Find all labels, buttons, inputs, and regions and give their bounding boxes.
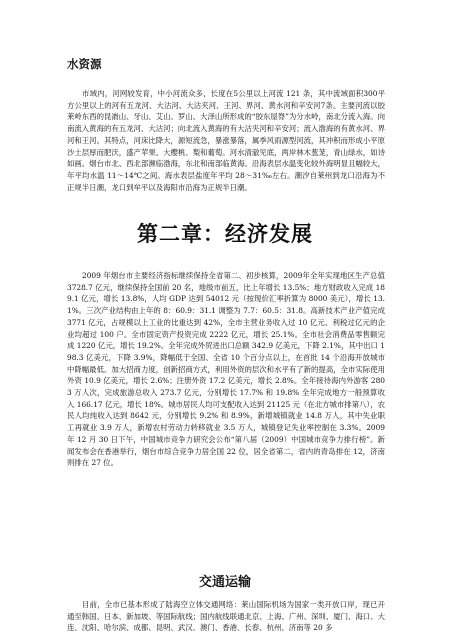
paragraph-transport: 目前，全市已基本形成了陆海空立体交通网络：莱山国际机场为国家一类开放口岸，现已开通至韩国、日本、新加坡、等国际航线；国内航线联通北京、上海、广州、深圳、厦门、海口、大连、沈阳、哈尔滨、成都、昆明、武汉、澳门、香港、长春、杭州、济南等 20 多 [67,600,385,633]
section-heading-transport: 交通运输 [198,575,251,590]
paragraph-water-resources: 市域内，河网较发育，中小河流众多，长度在5公里以上河流 121 条，其中流域面积300平方公里以上的河有五龙河、大沽河、大沽夹河、王河、界河、黄水河和辛安河7条。主要河流以胶莱岭东西的昆嵛山、牙山、艾山、罗山、大泽山所形成的“胶东屋脊”为分水岭，南北分流入海。向南流入黄海的有五龙河、大沽河；向北流入黄海的有大沽夹河和辛安河；流入渤海的有黄水河、界河和王河。其特点，河床比降大，源短流急，暴涨暴落，属季风雨源型河流，其冲积而形成小平原沙土层厚而肥沃，盛产苹果、大樱桃、梨和葡萄。河水清澈见底，两岸林木葱茏，青山绿水，如诗如画。烟台市北、西北部濒临渤海，东北和南部临黄海。沿海表层水温变化较外海明显且幅较大，年平均水温 11～14℃之间。海水表层盐度年平均 28～31‰左右。潮汐自莱州到龙口沿海为不正规半日潮，龙口到牟平以及海阳市沿海为正规半日潮。 [67,89,385,192]
section-heading-water: 水资源 [67,57,102,71]
paragraph-economy: 2009 年烟台市主要经济指标继续保持全省第二、初步核算，2009年全年实现地区生产总值 3728.7 亿元，继续保持全国前 20 名，地级市前五，比上年增长 13.5%；地方财政收入完成 189.1 亿元，增长 13.8%，人均 GDP 达到 54012 元（按现价汇率折算为 8000 美元），增长 13.1%。三次产业结构由上年的 8：60.9：31.1 调整为 7.7：60.5：31.8。高新技术产业产值完成 3771 亿元，占规模以上工业的比重达到 42%，全市主营业务收入过 10 亿元、利税过亿元的企业均超过 100 户。全市固定资产投资完成 2222 亿元，增长 25.1%。全市社会消费品零售额完成 1220 亿元，增长 19.2%。全年完成外贸进出口总额 342.9 亿美元，下降 2.1%，其中出口 198.3 亿美元，下降 3.9%，降幅低于全国、全省 10 个百分点以上，在首批 14 个沿海开放城市中降幅最低。加大招商力度，创新招商方式，利用外资的层次和水平有了新的提高，全市实际使用外资 10.9 亿美元，增长 2.6%；注册外资 17.2 亿美元，增长 2.8%。全年接待海内外游客 2803 万人次，完成旅游总收入 273.7 亿元，分别增长 17.7% 和 19.8% 全年完成地方一般预算收入 166.17 亿元，增长 18%。城市居民人均可支配收入达到 21125 元（在北方城市排第八），农民人均纯收入达到 8642 元，分别增长 9.2% 和 8.9%，新增城镇就业 14.8 万人，其中失业职工再就业 3.9 万人，新增农村劳动力转移就业 3.5 万人，城镇登记失业率控制在 3.3%。2009 年 12 月 30 日下午，中国城市竞争力研究会公布“第八届（2009）中国城市竞争力排行榜”。新闻发布会在香港举行，烟台市综合竞争力居全国 22 位，居全省第二，省内的青岛排在 12，济南则排在 27 位。 [67,271,385,468]
chapter-title: 第二章：经济发展 [137,221,313,246]
